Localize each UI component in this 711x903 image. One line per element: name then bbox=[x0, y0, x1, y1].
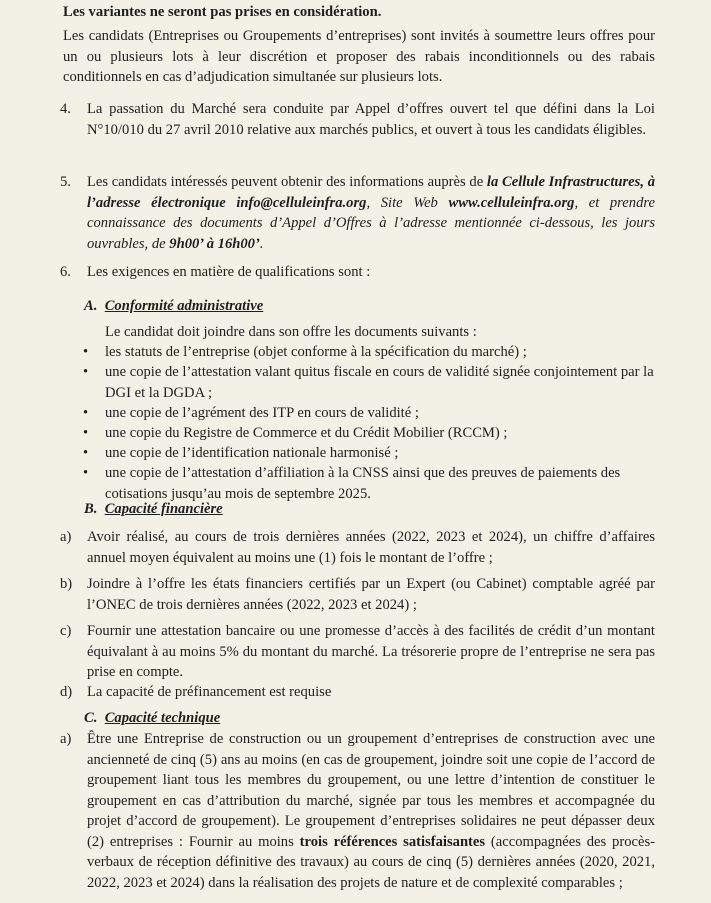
references-emphasis: trois références satisfaisantes bbox=[299, 833, 486, 850]
section-b-item-b-text: Joindre à l’offre les états financiers certifiés par un Expert (ou Cabinet) comptable agréé par l’ONEC de trois dernières années (2022, 2023 et 2024) ; bbox=[87, 576, 655, 613]
bullet: • bbox=[83, 445, 89, 461]
section-a-intro: Le candidat doit joindre dans son offre les documents suivants : bbox=[105, 324, 477, 340]
section-a-heading: A. Conformité administrative bbox=[84, 298, 264, 314]
section-b-item-b-label: b) bbox=[60, 576, 73, 592]
item-5-text: Les candidats intéressés peuvent obtenir des informations auprès de la Cellule Infrastructures, à l’adresse électronique info@celluleinfra.org, Site Web www.celluleinfra.org, et prendre connaissance des documents d’Appel d’Offres à l’adresse mentionnée ci-dessous, les jours ouvrables, de 9h00’ à 16h00’. bbox=[87, 174, 656, 252]
section-c-heading: C. Capacité technique bbox=[84, 710, 221, 726]
bullet: • bbox=[83, 405, 89, 421]
section-b-item-a-label: a) bbox=[60, 529, 72, 545]
section-a-bullet-2: une copie de l’attestation valant quitus fiscale en cours de validité signée conjointement par la DGI et la DGDA ; bbox=[105, 364, 654, 401]
section-b-item-c-label: c) bbox=[60, 623, 72, 639]
bullet: • bbox=[83, 364, 89, 380]
cellule-name: la Cellule Infrastructures, à l’adresse électronique bbox=[87, 174, 656, 211]
section-b-item-d-label: d) bbox=[60, 684, 73, 700]
section-a-bullet-4: une copie du Registre de Commerce et du Crédit Mobilier (RCCM) ; bbox=[105, 425, 508, 441]
bullet: • bbox=[83, 465, 89, 481]
section-a-bullet-5: une copie de l’identification nationale harmonisé ; bbox=[105, 445, 399, 461]
section-b-item-a-text: Avoir réalisé, au cours de trois dernières années (2022, 2023 et 2024), un chiffre d’affaires annuel moyen équivalent au moins une (1) fois le montant de l’offre ; bbox=[87, 529, 655, 566]
item-6-number: 6. bbox=[60, 264, 71, 280]
section-b-item-d-text: La capacité de préfinancement est requise bbox=[87, 684, 332, 700]
item-4-text: La passation du Marché sera conduite par Appel d’offres ouvert tel que défini dans la Loi N°10/010 du 27 avril 2010 relative aux marchés publics, et ouvert à tous les candidats éligibles. bbox=[87, 101, 655, 138]
section-c-item-a-label: a) bbox=[60, 731, 72, 747]
variants-title: Les variantes ne seront pas prises en considération. bbox=[63, 4, 382, 20]
item-6-text: Les exigences en matière de qualifications sont : bbox=[87, 264, 371, 280]
intro-paragraph: Les candidats (Entreprises ou Groupements d’entreprises) sont invités à soumettre leurs offres pour un ou plusieurs lots à leur discrétion et proposer des rabais inconditionnels ou des rabais conditionnels en cas d’adjudication simultanée sur plusieurs lots. bbox=[63, 28, 655, 85]
bullet: • bbox=[83, 344, 89, 360]
section-a-bullet-3: une copie de l’agrément des ITP en cours de validité ; bbox=[105, 405, 419, 421]
section-b-heading: B. Capacité financière bbox=[84, 501, 223, 517]
item-5-number: 5. bbox=[60, 174, 71, 190]
section-b-item-c-text: Fournir une attestation bancaire ou une promesse d’accès à des facilités de crédit d’un montant équivalant à au moins 5% du montant du marché. La trésorerie propre de l’entreprise ne sera pas prise en compte. bbox=[87, 623, 655, 680]
section-a-bullet-6: une copie de l’attestation d’affiliation à la CNSS ainsi que des preuves de paiements des cotisations jusqu’au mois de septembre 2025. bbox=[105, 465, 621, 502]
bullet: • bbox=[83, 425, 89, 441]
section-c-item-a-text: Être une Entreprise de construction ou un groupement d’entreprises de construction avec une ancienneté de cinq (5) ans au moins (en cas de groupement, joindre soit une copie de l’accord de groupement liant tous les membres du groupement, ou une lettre d’intention de constituer le groupement en cas d’attribution du marché, signée par tous les membres et accompagnée du projet d’accord de groupement). Le groupement d’entreprises solidaires ne peut dépasser deux (2) entreprises : Fournir au moins trois références satisfaisantes (accompagnées des procès-verbaux de réception définitive des travaux) au cours de cinq (5) dernières années (2020, 2021, 2022, 2023 et 2024) dans la réalisation des projets de nature et de complexité comparables ; bbox=[87, 731, 655, 891]
email-address: info@celluleinfra.org bbox=[236, 194, 367, 211]
section-a-bullet-1: les statuts de l’entreprise (objet conforme à la spécification du marché) ; bbox=[105, 344, 527, 360]
website-address: www.celluleinfra.org bbox=[448, 194, 575, 211]
item-4-number: 4. bbox=[60, 101, 71, 117]
opening-hours: 9h00’ à 16h00’ bbox=[169, 235, 260, 252]
